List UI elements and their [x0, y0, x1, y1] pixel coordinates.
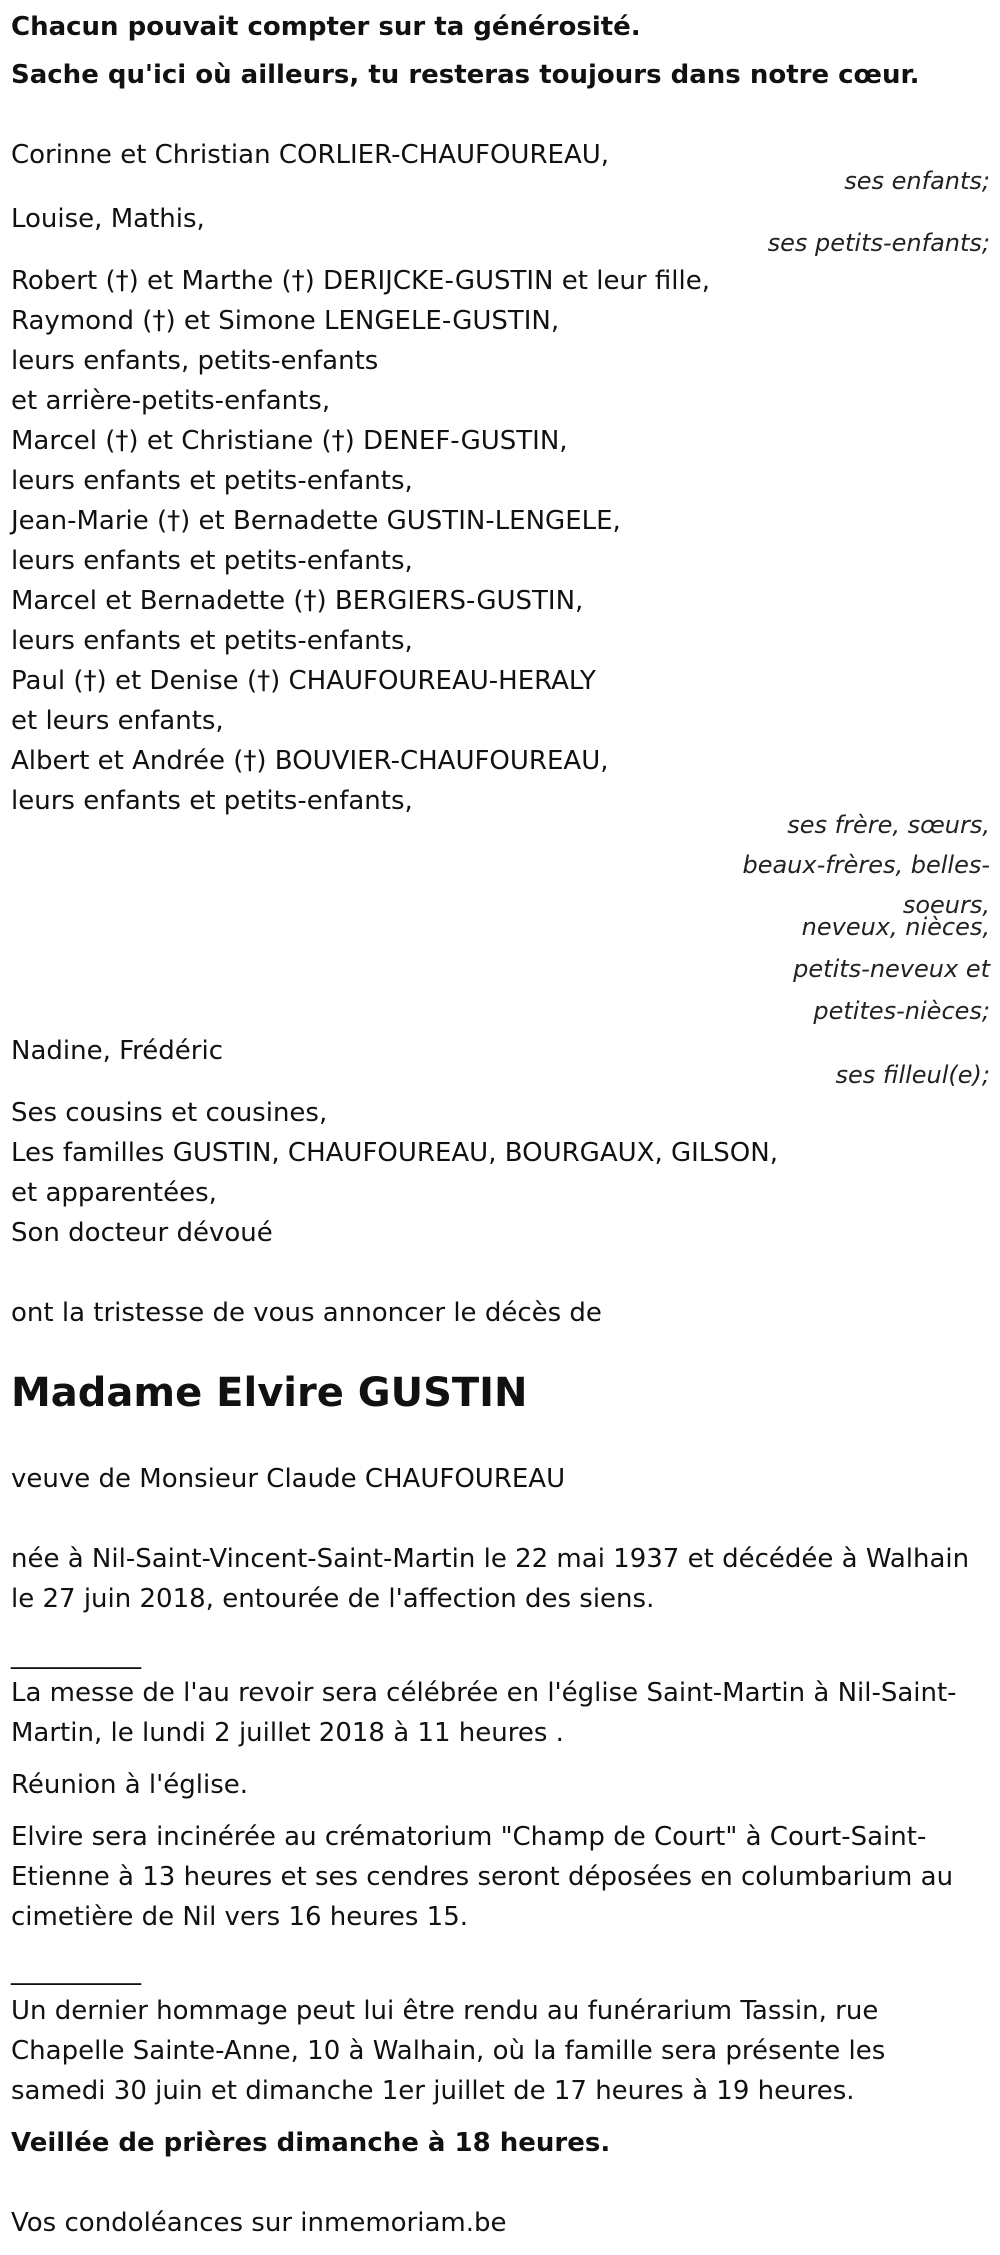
deceased-name: Madame Elvire GUSTIN: [11, 1370, 528, 1416]
siblings-role-line: beaux-frères, belles-: [742, 851, 990, 879]
sibling-line: leurs enfants, petits-enfants: [11, 346, 379, 376]
sibling-line: Albert et Andrée (†) BOUVIER-CHAUFOUREAU,: [11, 746, 609, 776]
vigil-text: Veillée de prières dimanche à 18 heures.: [11, 2128, 611, 2158]
mass-line: La messe de l'au revoir sera célébrée en l'église Saint-Martin à Nil-Saint-: [11, 1678, 957, 1708]
sibling-line: leurs enfants et petits-enfants,: [11, 786, 413, 816]
widow-of: veuve de Monsieur Claude CHAUFOUREAU: [11, 1464, 566, 1494]
condolences-text: Vos condoléances sur inmemoriam.be: [11, 2208, 507, 2238]
siblings-role-line: neveux, nièces,: [801, 913, 990, 941]
visitation-line: Un dernier hommage peut lui être rendu au funérarium Tassin, rue: [11, 1996, 879, 2026]
sibling-line: Raymond (†) et Simone LENGELE-GUSTIN,: [11, 306, 560, 336]
siblings-role-line: petites-nièces;: [813, 997, 990, 1025]
intro-line-2: Sache qu'ici où ailleurs, tu resteras toujours dans notre cœur.: [11, 60, 920, 90]
birth-death-line: née à Nil-Saint-Vincent-Saint-Martin le 22 mai 1937 et décédée à Walhain: [11, 1544, 970, 1574]
visitation-line: samedi 30 juin et dimanche 1er juillet de 17 heures à 19 heures.: [11, 2076, 855, 2106]
cremation-line: Elvire sera incinérée au crématorium "Champ de Court" à Court-Saint-: [11, 1822, 927, 1852]
siblings-role-line: petits-neveux et: [793, 955, 990, 983]
grandchildren-names: Louise, Mathis,: [11, 204, 205, 234]
siblings-role-line: ses frère, sœurs,: [787, 811, 990, 839]
mass-line: Martin, le lundi 2 juillet 2018 à 11 heures .: [11, 1718, 564, 1748]
intro-line-1: Chacun pouvait compter sur ta générosité.: [11, 12, 641, 42]
sibling-line: Jean-Marie (†) et Bernadette GUSTIN-LENGELE,: [11, 506, 621, 536]
separator: __________: [11, 1956, 141, 1986]
sibling-line: Robert (†) et Marthe (†) DERIJCKE-GUSTIN et leur fille,: [11, 266, 710, 296]
reunion-text: Réunion à l'église.: [11, 1770, 249, 1800]
cremation-line: cimetière de Nil vers 16 heures 15.: [11, 1902, 469, 1932]
sibling-line: Marcel et Bernadette (†) BERGIERS-GUSTIN,: [11, 586, 584, 616]
sibling-line: leurs enfants et petits-enfants,: [11, 466, 413, 496]
children-role: ses enfants;: [844, 167, 990, 195]
sibling-line: leurs enfants et petits-enfants,: [11, 626, 413, 656]
sibling-line: leurs enfants et petits-enfants,: [11, 546, 413, 576]
children-names: Corinne et Christian CORLIER-CHAUFOUREAU,: [11, 140, 610, 170]
sibling-line: et arrière-petits-enfants,: [11, 386, 331, 416]
announcement-text: ont la tristesse de vous annoncer le décès de: [11, 1298, 602, 1328]
sibling-line: et leurs enfants,: [11, 706, 224, 736]
separator: __________: [11, 1640, 141, 1670]
godchildren-role: ses filleul(e);: [835, 1061, 990, 1089]
others-line: Son docteur dévoué: [11, 1218, 273, 1248]
others-line: Ses cousins et cousines,: [11, 1098, 328, 1128]
grandchildren-role: ses petits-enfants;: [767, 229, 990, 257]
others-line: et apparentées,: [11, 1178, 217, 1208]
godchildren-names: Nadine, Frédéric: [11, 1036, 223, 1066]
sibling-line: Paul (†) et Denise (†) CHAUFOUREAU-HERALY: [11, 666, 596, 696]
sibling-line: Marcel (†) et Christiane (†) DENEF-GUSTIN,: [11, 426, 568, 456]
birth-death-line: le 27 juin 2018, entourée de l'affection des siens.: [11, 1584, 655, 1614]
others-line: Les familles GUSTIN, CHAUFOUREAU, BOURGAUX, GILSON,: [11, 1138, 778, 1168]
visitation-line: Chapelle Sainte-Anne, 10 à Walhain, où la famille sera présente les: [11, 2036, 886, 2066]
cremation-line: Etienne à 13 heures et ses cendres seront déposées en columbarium au: [11, 1862, 954, 1892]
siblings-role-line: soeurs,: [902, 891, 990, 919]
